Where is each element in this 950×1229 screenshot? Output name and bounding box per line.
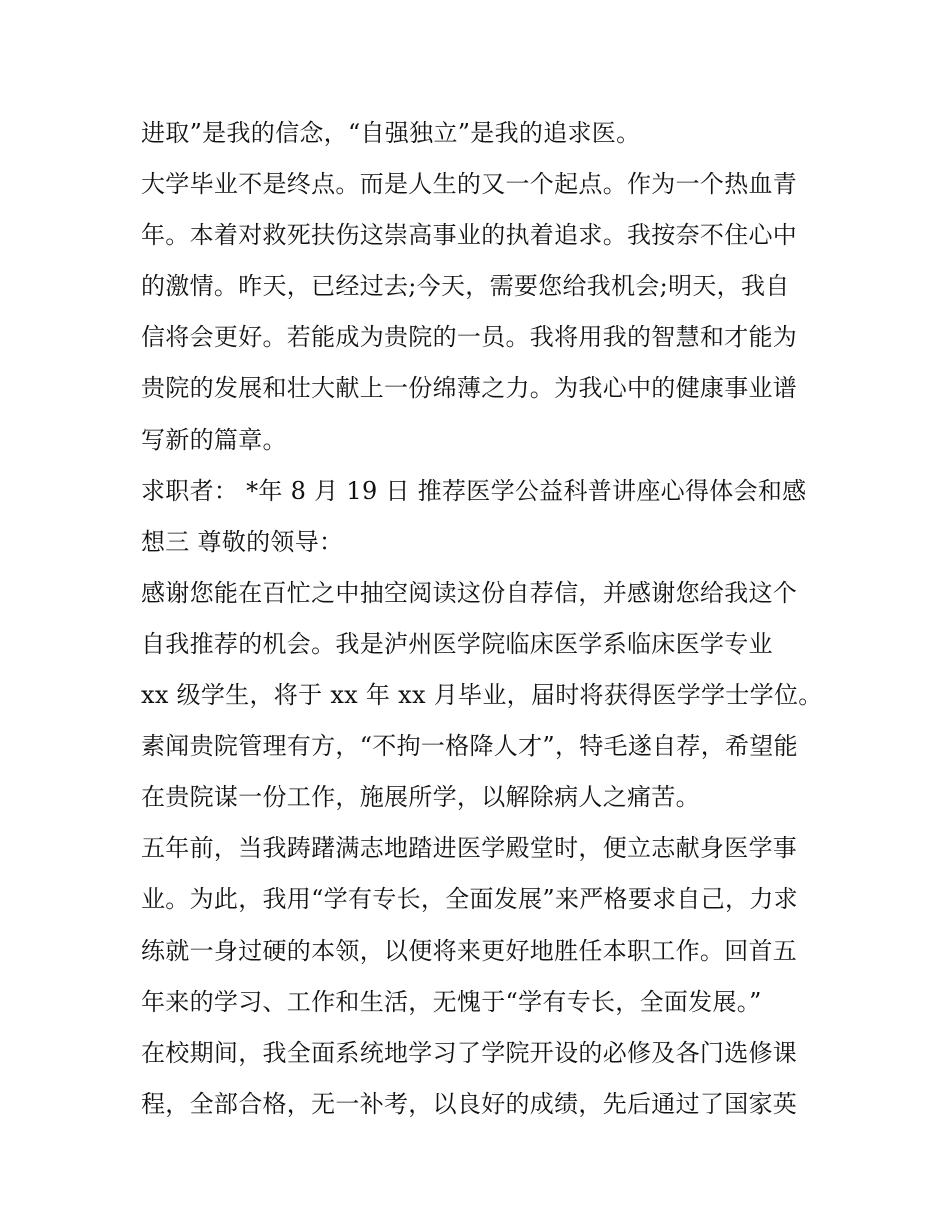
text-line: 想三 尊敬的领导：	[141, 527, 344, 556]
document-body	[141, 108, 821, 1130]
text-line: 年来的学习、工作和生活，无愧于“学有专长，全面发展。”	[141, 987, 762, 1016]
text-line: 大学毕业不是终点。而是人生的又一个起点。作为一个热血青	[141, 170, 798, 199]
text-line: 程，全部合格，无一补考，以良好的成绩，先后通过了国家英	[141, 1089, 798, 1118]
text-line: 自我推荐的机会。我是泸州医学院临床医学系临床医学专业	[141, 629, 773, 658]
text-line: 感谢您能在百忙之中抽空阅读这份自荐信，并感谢您给我这个	[141, 578, 798, 607]
text-line: 在校期间，我全面系统地学习了学院开设的必修及各门选修课	[141, 1038, 798, 1067]
text-line: 在贵院谋一份工作，施展所学，以解除病人之痛苦。	[141, 783, 700, 812]
text-line: 求职者： *年 8 月 19 日 推荐医学公益科普讲座心得体会和感	[141, 476, 807, 505]
text-line: 年。本着对救死扶伤这崇高事业的执着追求。我按奈不住心中	[141, 221, 798, 250]
text-line: xx 级学生，将于 xx 年 xx 月毕业，届时将获得医学学士学位。	[141, 681, 823, 710]
text-line: 贵院的发展和壮大献上一份绵薄之力。为我心中的健康事业谱	[141, 374, 798, 403]
text-line: 写新的篇章。	[141, 425, 287, 454]
text-line: 练就一身过硬的本领，以便将来更好地胜任本职工作。回首五	[141, 936, 798, 965]
text-line: 五年前，当我踌躇满志地踏进医学殿堂时，便立志献身医学事	[141, 834, 798, 863]
text-line: 进取”是我的信念，“自强独立”是我的追求医。	[141, 119, 641, 147]
text-line: 业。为此，我用“学有专长，全面发展”来严格要求自己，力求	[141, 885, 798, 914]
text-line: 素闻贵院管理有方，“不拘一格降人才”，特毛遂自荐，希望能	[141, 732, 798, 761]
text-line: 的激情。昨天，已经过去;今天，需要您给我机会;明天，我自	[141, 272, 790, 301]
text-line: 信将会更好。若能成为贵院的一员。我将用我的智慧和才能为	[141, 323, 798, 352]
